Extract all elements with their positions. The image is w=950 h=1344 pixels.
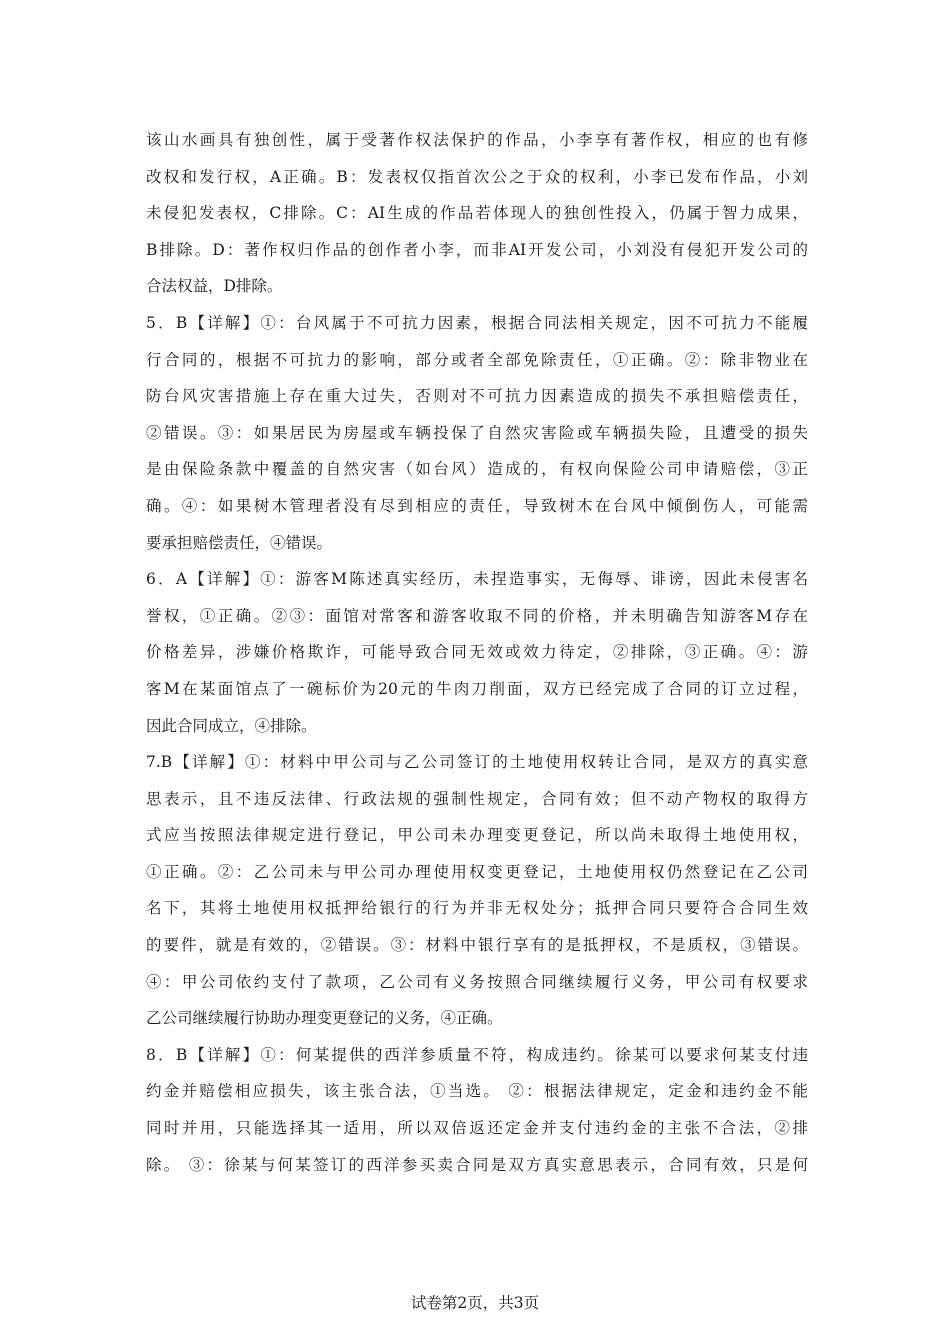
text-line: 因此合同成立，④排除。 — [146, 716, 317, 735]
text-line: 乙公司继续履行协助办理变更登记的义务，④正确。 — [146, 1009, 503, 1028]
text-line: 同时并用，只能选择其一适用，所以双倍返还定金并支付违约金的主张不合法，②排 — [146, 1119, 808, 1138]
text-line: 约金并赔偿相应损失，该主张合法，①当选。 ②：根据法律规定，定金和违约金不能 — [146, 1082, 808, 1101]
text-line: 誉权，①正确。②③：面馆对常客和游客收取不同的价格，并未明确告知游客M存在 — [146, 606, 808, 625]
text-line: 行合同的，根据不可抗力的影响，部分或者全部免除责任，①正确。②：除非物业在 — [146, 350, 808, 369]
text-line: 7.B【详解】①：材料中甲公司与乙公司签订的土地使用权转让合同，是双方的真实意 — [146, 753, 808, 772]
text-line: 式应当按照法律规定进行登记，甲公司未办理变更登记，所以尚未取得土地使用权， — [146, 826, 808, 845]
text-line: 客M在某面馆点了一碗标价为20元的牛肉刀削面，双方已经完成了合同的订立过程， — [146, 679, 808, 698]
text-line: 未侵犯发表权，C排除。C：AI生成的作品若体现人的独创性投入，仍属于智力成果， — [146, 204, 808, 223]
text-line: 要承担赔偿责任，④错误。 — [146, 533, 333, 552]
text-line: 合法权益，D排除。 — [146, 277, 283, 296]
text-line: ②错误。③：如果居民为房屋或车辆投保了自然灾害险或车辆损失险，且遭受的损失 — [146, 423, 808, 442]
page-footer: 试卷第2页，共3页 — [410, 1294, 540, 1312]
text-line: 除。 ③：徐某与何某签订的西洋参买卖合同是双方真实意思表示，合同有效，只是何 — [146, 1155, 808, 1174]
text-line: ④：甲公司依约支付了款项，乙公司有义务按照合同继续履行义务，甲公司有权要求 — [146, 972, 808, 991]
text-line: 思表示，且不违反法律、行政法规的强制性规定，合同有效；但不动产物权的取得方 — [146, 789, 808, 808]
answer-text-body — [146, 122, 808, 1183]
text-line: 改权和发行权，A正确。B：发表权仅指首次公之于众的权利，小李已发布作品，小刘 — [146, 167, 808, 186]
text-line: 的要件，就是有效的，②错误。③：材料中银行享有的是抵押权，不是质权，③错误。 — [146, 936, 808, 955]
text-line: 防台风灾害措施上存在重大过失，否则对不可抗力因素造成的损失不承担赔偿责任， — [146, 387, 808, 406]
text-line: 该山水画具有独创性，属于受著作权法保护的作品，小李享有著作权，相应的也有修 — [146, 131, 808, 149]
text-line: 8．B【详解】①：何某提供的西洋参质量不符，构成违约。徐某可以要求何某支付违 — [146, 1045, 808, 1064]
text-line: 名下，其将土地使用权抵押给银行的行为并非无权处分；抵押合同只要符合合同生效 — [146, 899, 808, 918]
text-line: 是由保险条款中覆盖的自然灾害（如台风）造成的，有权向保险公司申请赔偿，③正 — [146, 460, 808, 479]
text-line: 确。④：如果树木管理者没有尽到相应的责任，导致树木在台风中倾倒伤人，可能需 — [146, 496, 808, 515]
text-line: ①正确。②：乙公司未与甲公司办理使用权变更登记，土地使用权仍然登记在乙公司 — [146, 862, 808, 881]
text-line: B排除。D：著作权归作品的创作者小李，而非AI开发公司，小刘没有侵犯开发公司的 — [146, 240, 808, 259]
text-line: 6．A【详解】①：游客M陈述真实经历，未捏造事实，无侮辱、诽谤，因此未侵害名 — [146, 570, 808, 589]
text-line: 5．B【详解】①：台风属于不可抗力因素，根据合同法相关规定，因不可抗力不能履 — [146, 313, 808, 332]
text-line: 价格差异，涉嫌价格欺诈，可能导致合同无效或效力待定，②排除，③正确。④：游 — [146, 643, 808, 662]
